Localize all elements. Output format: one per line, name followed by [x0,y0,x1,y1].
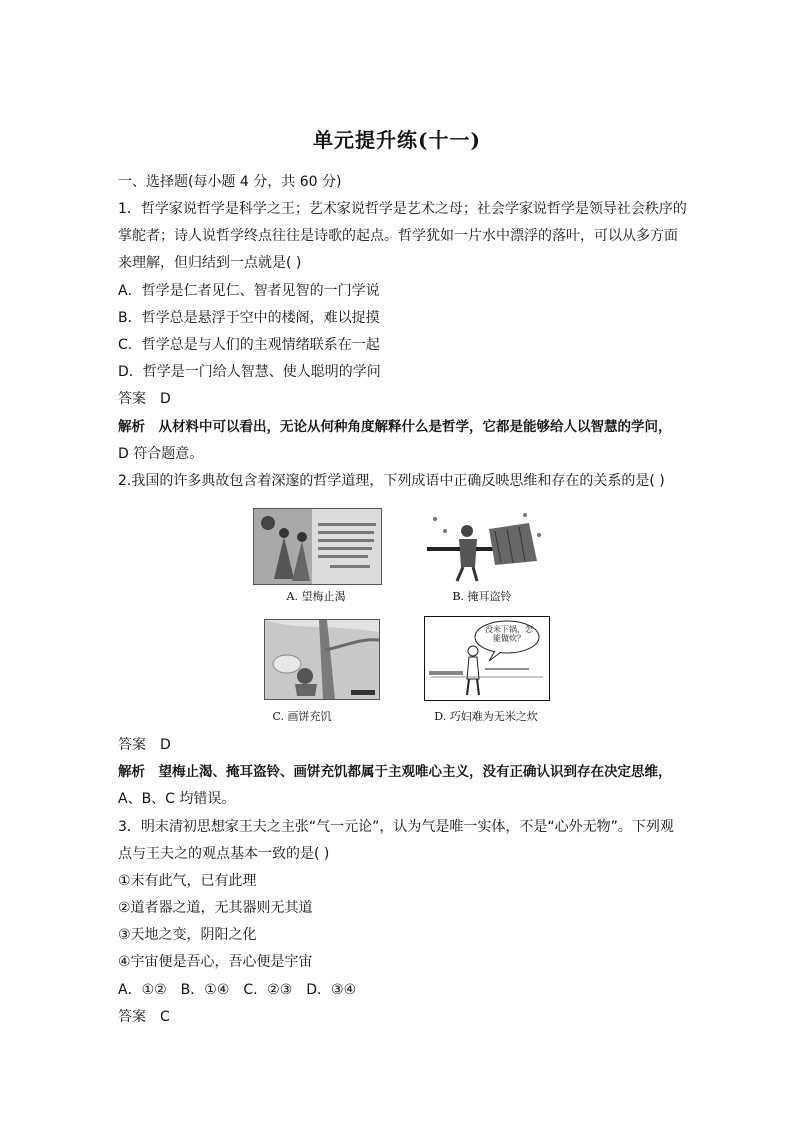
q3-item-4: ④宇宙便是吾心，吾心便是宇宙 [118,954,313,970]
figure-d-caption: D. 巧妇难为无米之炊 [434,710,538,723]
q2-analysis-line1: 解析 望梅止渴、掩耳盗铃、画饼充饥都属于主观唯心主义，没有正确认识到存在决定思维， [118,764,672,780]
figure-b-illustration [421,509,545,584]
figure-a-image [253,508,382,585]
q1-option-c: C．哲学总是与人们的主观情绪联系在一起 [118,337,380,353]
q2-analysis-line2: A、B、C 均错误。 [118,791,236,807]
q3-item-3: ③天地之变，阴阳之化 [118,927,257,943]
q3-options: A．①② B．①④ C．②③ D．③④ [118,982,357,998]
q1-answer: 答案 D [118,391,171,407]
figure-c-illustration [265,620,379,699]
q2-stem: 2.我国的许多典故包含着深邃的哲学道理，下列成语中正确反映思维和存在的关系的是( ) [118,473,665,489]
q1-stem-line3: 来理解，但归结到一点就是( ) [118,255,302,271]
figure-d-image [424,616,550,701]
q3-stem-line1: 3．明末清初思想家王夫之主张“气一元论”，认为气是唯一实体，不是“心外无物”。下列观 [118,819,674,835]
q3-item-2: ②道者器之道，无其器则无其道 [118,900,313,916]
q1-option-b: B．哲学总是悬浮于空中的楼阁，难以捉摸 [118,310,380,326]
q2-answer: 答案 D [118,737,171,753]
q3-stem-line2: 点与王夫之的观点基本一致的是( ) [118,846,330,862]
figure-b-caption: B. 掩耳盗铃 [452,590,512,603]
q3-answer: 答案 C [118,1009,170,1025]
figure-a-caption: A. 望梅止渴 [286,590,346,603]
q3-item-1: ①未有此气，已有此理 [118,873,257,889]
q1-analysis-line1: 解析 从材料中可以看出，无论从何种角度解释什么是哲学，它都是能够给人以智慧的学问， [118,419,672,435]
figure-d-speech-bubble: 没米下锅，怎能做炊？ [485,625,533,643]
q1-option-a: A．哲学是仁者见仁、智者见智的一门学说 [118,283,380,299]
page-title: 单元提升练(十一) [313,128,481,152]
figure-a-illustration [254,509,381,584]
figure-b-image [420,508,546,585]
section-heading: 一、选择题(每小题 4 分，共 60 分) [118,174,342,190]
q1-option-d: D．哲学是一门给人智慧、使人聪明的学问 [118,364,381,380]
figure-c-image [264,619,380,700]
q1-stem-line1: 1．哲学家说哲学是科学之王；艺术家说哲学是艺术之母；社会学家说哲学是领导社会秩序的 [118,201,687,217]
q1-stem-line2: 掌舵者；诗人说哲学终点往往是诗歌的起点。哲学犹如一片水中漂浮的落叶，可以从多方面 [118,228,678,244]
q1-analysis-line2: D 符合题意。 [118,446,204,462]
figure-c-caption: C. 画饼充饥 [272,710,332,723]
